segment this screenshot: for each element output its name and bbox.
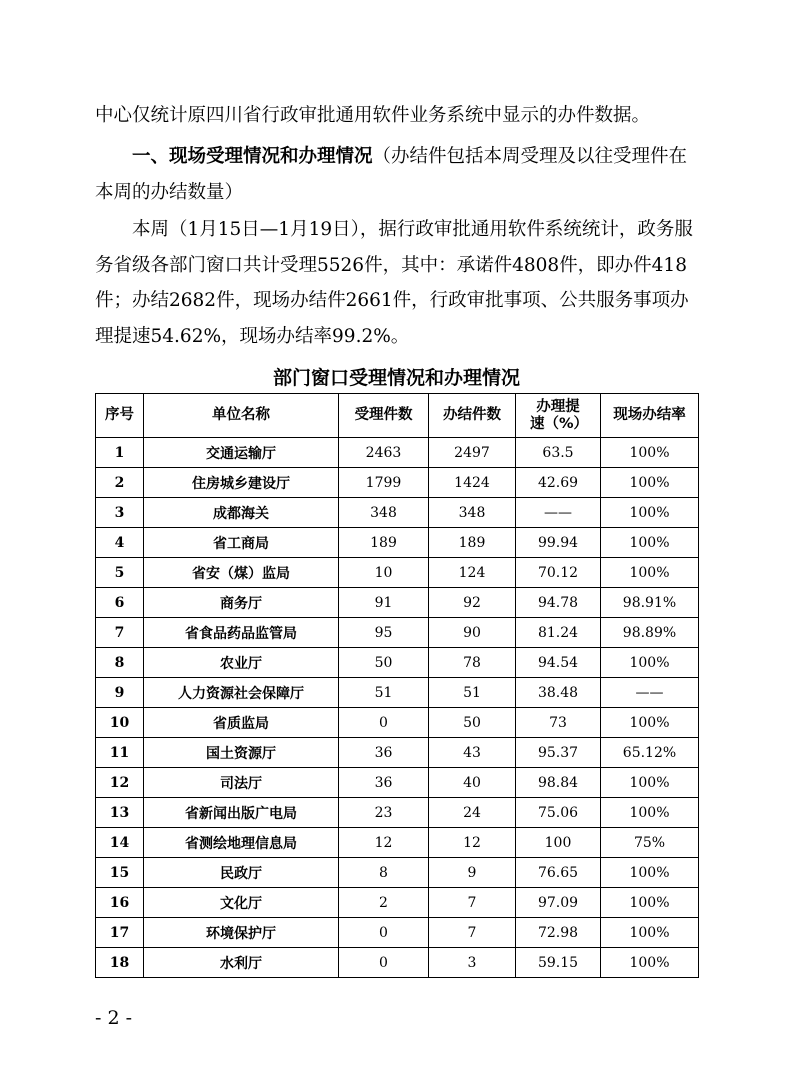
cell-seq: 7	[96, 618, 144, 648]
cell-speedup: 94.78	[516, 588, 601, 618]
header-speedup: 办理提速（%）	[516, 394, 601, 438]
cell-onsite-rate: 100%	[601, 438, 699, 468]
cell-unit: 住房城乡建设厅	[144, 468, 339, 498]
table-row	[96, 438, 699, 468]
table-row	[96, 948, 699, 978]
cell-speedup: 73	[516, 708, 601, 738]
cell-accepted: 189	[339, 528, 429, 558]
cell-unit: 商务厅	[144, 588, 339, 618]
cell-unit: 环境保护厅	[144, 918, 339, 948]
cell-unit: 交通运输厅	[144, 438, 339, 468]
intro-paragraph: 中心仅统计原四川省行政审批通用软件业务系统中显示的办件数据。	[95, 105, 651, 126]
cell-speedup: 100	[516, 828, 601, 858]
cell-seq: 18	[96, 948, 144, 978]
cell-onsite-rate: 100%	[601, 798, 699, 828]
cell-completed: 90	[429, 618, 516, 648]
cell-completed: 24	[429, 798, 516, 828]
cell-completed: 124	[429, 558, 516, 588]
cell-seq: 9	[96, 678, 144, 708]
cell-onsite-rate: 100%	[601, 708, 699, 738]
cell-completed: 7	[429, 888, 516, 918]
cell-speedup: 70.12	[516, 558, 601, 588]
table-row	[96, 648, 699, 678]
table-row	[96, 858, 699, 888]
cell-seq: 10	[96, 708, 144, 738]
header-unit: 单位名称	[144, 394, 339, 438]
table-row	[96, 528, 699, 558]
cell-completed: 78	[429, 648, 516, 678]
cell-accepted: 0	[339, 708, 429, 738]
cell-unit: 省安（煤）监局	[144, 558, 339, 588]
cell-accepted: 0	[339, 918, 429, 948]
cell-speedup: 76.65	[516, 858, 601, 888]
cell-speedup: 98.84	[516, 768, 601, 798]
cell-seq: 5	[96, 558, 144, 588]
cell-onsite-rate: 65.12%	[601, 738, 699, 768]
cell-seq: 1	[96, 438, 144, 468]
table-row	[96, 888, 699, 918]
cell-accepted: 348	[339, 498, 429, 528]
cell-completed: 92	[429, 588, 516, 618]
cell-completed: 51	[429, 678, 516, 708]
table-row	[96, 708, 699, 738]
cell-speedup: ——	[516, 498, 601, 528]
cell-onsite-rate: ——	[601, 678, 699, 708]
cell-seq: 15	[96, 858, 144, 888]
cell-completed: 2497	[429, 438, 516, 468]
cell-onsite-rate: 75%	[601, 828, 699, 858]
cell-unit: 文化厅	[144, 888, 339, 918]
cell-unit: 省新闻出版广电局	[144, 798, 339, 828]
cell-speedup: 97.09	[516, 888, 601, 918]
cell-completed: 40	[429, 768, 516, 798]
cell-completed: 12	[429, 828, 516, 858]
cell-accepted: 51	[339, 678, 429, 708]
cell-onsite-rate: 100%	[601, 918, 699, 948]
cell-completed: 189	[429, 528, 516, 558]
cell-seq: 6	[96, 588, 144, 618]
cell-accepted: 8	[339, 858, 429, 888]
cell-unit: 国土资源厅	[144, 738, 339, 768]
cell-seq: 16	[96, 888, 144, 918]
cell-unit: 农业厅	[144, 648, 339, 678]
table-row	[96, 558, 699, 588]
cell-completed: 1424	[429, 468, 516, 498]
cell-accepted: 12	[339, 828, 429, 858]
header-completed: 办结件数	[429, 394, 516, 438]
cell-accepted: 1799	[339, 468, 429, 498]
cell-seq: 12	[96, 768, 144, 798]
cell-unit: 司法厅	[144, 768, 339, 798]
cell-unit: 成都海关	[144, 498, 339, 528]
table-row	[96, 918, 699, 948]
cell-accepted: 0	[339, 948, 429, 978]
table-row	[96, 618, 699, 648]
header-accepted: 受理件数	[339, 394, 429, 438]
cell-onsite-rate: 100%	[601, 888, 699, 918]
table-row	[96, 738, 699, 768]
cell-onsite-rate: 100%	[601, 528, 699, 558]
cell-accepted: 10	[339, 558, 429, 588]
cell-seq: 4	[96, 528, 144, 558]
cell-completed: 7	[429, 918, 516, 948]
cell-unit: 省食品药品监管局	[144, 618, 339, 648]
cell-completed: 9	[429, 858, 516, 888]
cell-onsite-rate: 100%	[601, 498, 699, 528]
cell-speedup: 38.48	[516, 678, 601, 708]
cell-onsite-rate: 98.89%	[601, 618, 699, 648]
table-row	[96, 768, 699, 798]
table-row	[96, 828, 699, 858]
cell-unit: 省质监局	[144, 708, 339, 738]
cell-unit: 省工商局	[144, 528, 339, 558]
cell-speedup: 75.06	[516, 798, 601, 828]
stats-table	[95, 393, 699, 978]
page-number: - 2 -	[95, 1007, 133, 1029]
table-row	[96, 678, 699, 708]
cell-completed: 50	[429, 708, 516, 738]
cell-unit: 民政厅	[144, 858, 339, 888]
cell-seq: 13	[96, 798, 144, 828]
cell-completed: 43	[429, 738, 516, 768]
section-heading: 一、现场受理情况和办理情况	[132, 146, 373, 167]
table-row	[96, 798, 699, 828]
cell-seq: 2	[96, 468, 144, 498]
cell-accepted: 50	[339, 648, 429, 678]
header-onsite-rate: 现场办结率	[601, 394, 699, 438]
cell-unit: 省测绘地理信息局	[144, 828, 339, 858]
table-row	[96, 468, 699, 498]
cell-onsite-rate: 100%	[601, 468, 699, 498]
section-heading-paragraph	[95, 139, 705, 210]
cell-seq: 8	[96, 648, 144, 678]
cell-completed: 348	[429, 498, 516, 528]
cell-speedup: 72.98	[516, 918, 601, 948]
body-paragraph: 本周（1月15日—1月19日），据行政审批通用软件系统统计，政务服务省级各部门窗口共计受理5526件，其中：承诺件4808件，即办件418件；办结2682件，现场办结件2661件，行政审批事项、公共服务事项办理提速54.62%，现场办结率99.2%。	[95, 219, 693, 347]
header-seq: 序号	[96, 394, 144, 438]
cell-accepted: 36	[339, 768, 429, 798]
cell-onsite-rate: 100%	[601, 768, 699, 798]
cell-completed: 3	[429, 948, 516, 978]
cell-seq: 17	[96, 918, 144, 948]
cell-onsite-rate: 98.91%	[601, 588, 699, 618]
cell-accepted: 2463	[339, 438, 429, 468]
cell-speedup: 94.54	[516, 648, 601, 678]
cell-speedup: 99.94	[516, 528, 601, 558]
cell-seq: 14	[96, 828, 144, 858]
cell-accepted: 36	[339, 738, 429, 768]
cell-onsite-rate: 100%	[601, 558, 699, 588]
table-row	[96, 498, 699, 528]
table-header-row	[96, 394, 699, 438]
cell-speedup: 95.37	[516, 738, 601, 768]
cell-unit: 人力资源社会保障厅	[144, 678, 339, 708]
cell-onsite-rate: 100%	[601, 948, 699, 978]
cell-accepted: 95	[339, 618, 429, 648]
table-title: 部门窗口受理情况和办理情况	[272, 367, 520, 389]
cell-onsite-rate: 100%	[601, 648, 699, 678]
cell-accepted: 23	[339, 798, 429, 828]
cell-speedup: 42.69	[516, 468, 601, 498]
cell-accepted: 91	[339, 588, 429, 618]
cell-seq: 3	[96, 498, 144, 528]
table-row	[96, 588, 699, 618]
cell-unit: 水利厅	[144, 948, 339, 978]
cell-speedup: 81.24	[516, 618, 601, 648]
cell-seq: 11	[96, 738, 144, 768]
cell-speedup: 63.5	[516, 438, 601, 468]
cell-accepted: 2	[339, 888, 429, 918]
section-note: （办结件包括本周受理及以往受理件在本周的办结数量）	[95, 146, 688, 203]
cell-onsite-rate: 100%	[601, 858, 699, 888]
cell-speedup: 59.15	[516, 948, 601, 978]
